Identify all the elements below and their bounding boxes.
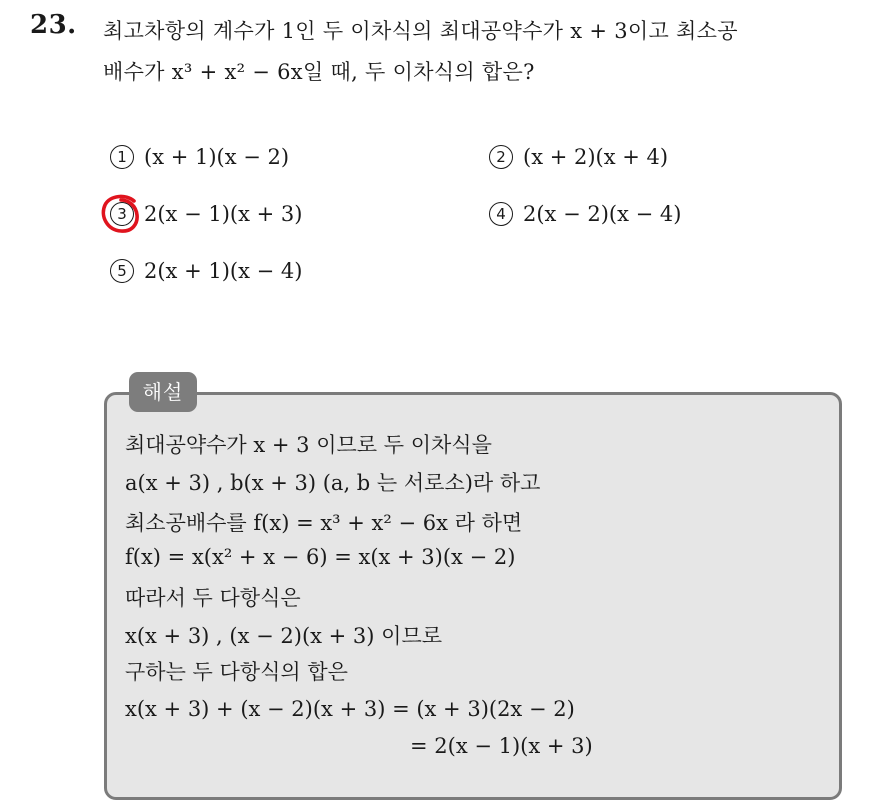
choice-number: 1 (110, 145, 134, 169)
choice-text: (x + 2)(x + 4) (523, 145, 669, 169)
solution-line: 따라서 두 다항식은 (125, 586, 301, 610)
choice-number: 4 (489, 202, 513, 226)
solution-line: 최대공약수가 x + 3 이므로 두 이차식을 (125, 433, 492, 457)
choice-number: 2 (489, 145, 513, 169)
solution-line: a(x + 3) , b(x + 3) (a, b 는 서로소)라 하고 (125, 471, 541, 495)
choice-2[interactable] (489, 145, 668, 169)
question-text-line-1: 최고차항의 계수가 1인 두 이차식의 최대공약수가 x + 3이고 최소공 (103, 19, 738, 43)
solution-line: x(x + 3) + (x − 2)(x + 3) = (x + 3)(2x − 2) (125, 697, 575, 721)
question-number: 23. (30, 10, 77, 40)
choice-number: 5 (110, 259, 134, 283)
choice-text: (x + 1)(x − 2) (144, 145, 290, 169)
choice-text: 2(x − 2)(x − 4) (523, 202, 682, 226)
choice-4[interactable] (489, 202, 681, 226)
answer-circle-mark (100, 193, 142, 235)
choice-text: 2(x + 1)(x − 4) (144, 259, 303, 283)
question-text-line-2: 배수가 x³ + x² − 6x일 때, 두 이차식의 합은? (103, 60, 535, 84)
choice-5[interactable] (110, 259, 302, 283)
choice-text: 2(x − 1)(x + 3) (144, 202, 303, 226)
solution-line: x(x + 3) , (x − 2)(x + 3) 이므로 (125, 624, 443, 648)
solution-line: 구하는 두 다항식의 합은 (125, 660, 348, 684)
solution-tag: 해설 (129, 372, 197, 412)
solution-line: = 2(x − 1)(x + 3) (410, 734, 593, 758)
solution-line: f(x) = x(x² + x − 6) = x(x + 3)(x − 2) (125, 545, 516, 569)
choice-1[interactable] (110, 145, 289, 169)
choice-number: 3 (110, 202, 134, 226)
solution-line: 최소공배수를 f(x) = x³ + x² − 6x 라 하면 (125, 511, 523, 535)
